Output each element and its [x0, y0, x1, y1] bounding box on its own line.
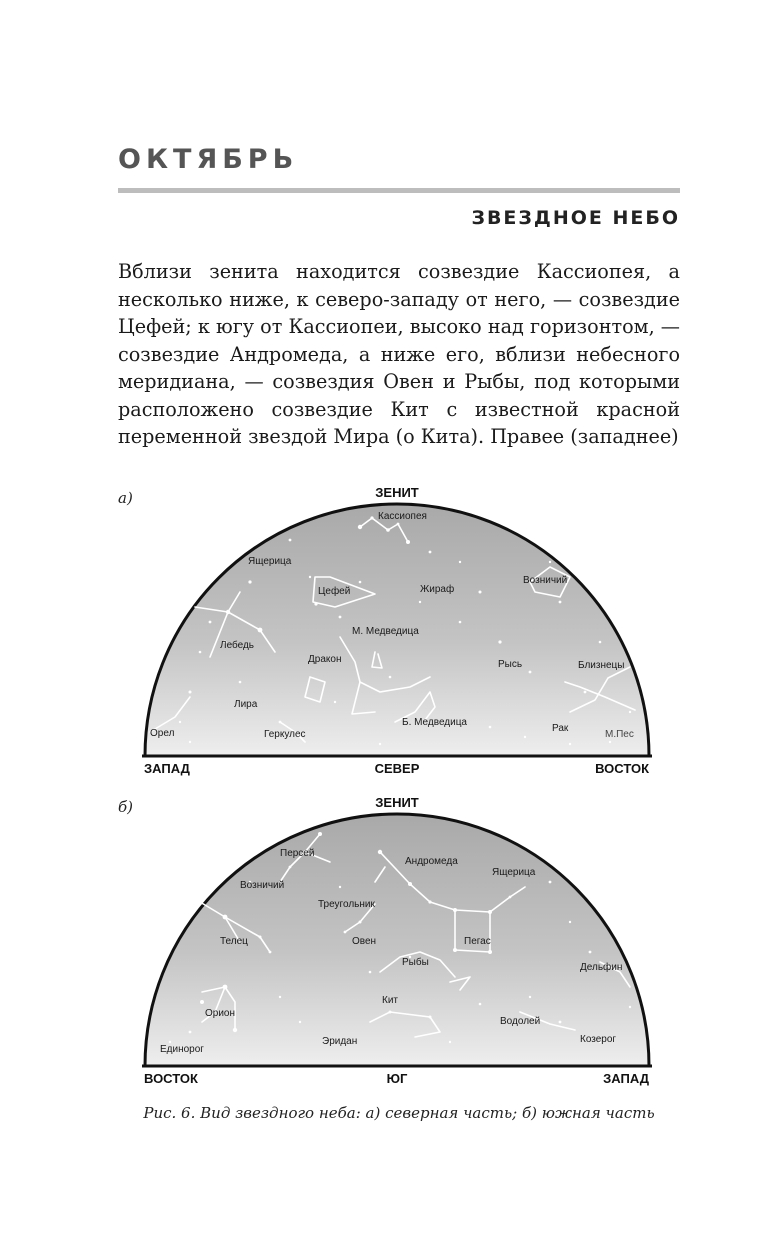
- label-aquarius: Водолей: [500, 1016, 541, 1027]
- label-hercules: Геркулес: [264, 729, 306, 740]
- label-lynx: Рысь: [498, 659, 523, 670]
- label-lyra: Лира: [234, 699, 258, 710]
- section-title: ЗВЕЗДНОЕ НЕБО: [471, 207, 680, 229]
- dir-west-a: ЗАПАД: [144, 761, 190, 776]
- sky-map-south: [130, 792, 670, 1092]
- label-perseus: Персей: [280, 848, 315, 859]
- figure-b-label: б): [118, 798, 134, 816]
- label-aries: Овен: [352, 936, 377, 947]
- figure-a-label: а): [118, 489, 133, 507]
- label-draco: Дракон: [308, 654, 342, 665]
- signature: М.Пес: [605, 729, 634, 740]
- label-pegasus: Пегас: [464, 936, 491, 947]
- label-cassiopeia: Кассиопея: [378, 511, 427, 522]
- label-cepheus: Цефей: [318, 586, 351, 597]
- dir-west-b: ЗАПАД: [603, 1071, 649, 1086]
- body-paragraph: Вблизи зенита находится созвездие Кассиопея, а несколько ниже, к северо-западу от него, — созвездие Цефей; к югу от Кассиопеи, высоко над горизонтом, — созвездие Андромеда, а ниже его, вблизи небесного меридиана, — созвездия Овен и Рыбы, под которыми расположено созвездие Кит с известной красной переменной звездой Мира (ο Кита). Правее (западнее): [118, 260, 680, 448]
- label-cygnus: Лебедь: [220, 640, 255, 651]
- label-ursa-minor: М. Медведица: [352, 626, 419, 637]
- chapter-title: ОКТЯБРЬ: [118, 144, 299, 175]
- label-capricornus: Козерог: [580, 1034, 617, 1045]
- zenith-label-b: ЗЕНИТ: [375, 795, 419, 810]
- label-orion: Орион: [205, 1008, 236, 1019]
- dir-north-a: СЕВЕР: [374, 761, 420, 776]
- dir-south-b: ЮГ: [386, 1071, 408, 1086]
- label-lacerta-a: Ящерица: [248, 556, 292, 567]
- zenith-label-a: ЗЕНИТ: [375, 485, 419, 500]
- header-rule: [118, 188, 680, 193]
- label-vulpecula: Орел: [150, 728, 175, 739]
- label-auriga-b: Возничий: [240, 880, 285, 891]
- label-andromeda: Андромеда: [405, 856, 458, 867]
- label-auriga-a: Возничий: [523, 575, 568, 586]
- label-gemini: Близнецы: [578, 660, 625, 671]
- label-triangulum: Треугольник: [318, 899, 375, 910]
- label-eridanus: Эридан: [322, 1036, 358, 1047]
- label-ursa-major: Б. Медведица: [402, 717, 467, 728]
- label-camelopardalis: Жираф: [420, 584, 455, 595]
- label-cancer: Рак: [552, 723, 569, 734]
- figure-caption: Рис. 6. Вид звездного неба: а) северная часть; б) южная часть: [143, 1104, 655, 1122]
- label-cetus: Кит: [382, 995, 398, 1006]
- dir-east-a: ВОСТОК: [595, 761, 649, 776]
- label-monoceros: Единорог: [160, 1044, 204, 1055]
- label-pisces: Рыбы: [402, 957, 429, 968]
- label-taurus: Телец: [220, 936, 248, 947]
- label-lacerta-b: Ящерица: [492, 867, 536, 878]
- sky-map-north: [130, 482, 670, 782]
- dir-east-b: ВОСТОК: [144, 1071, 198, 1086]
- label-delphinus: Дельфин: [580, 962, 623, 973]
